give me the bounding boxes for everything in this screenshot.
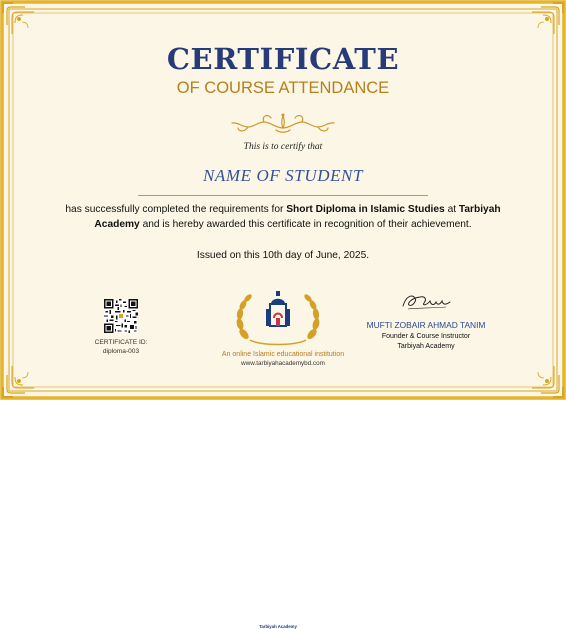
certificate-body-text: [44, 203, 522, 232]
body-middle: at: [444, 204, 459, 215]
student-name: NAME OF STUDENT: [202, 166, 364, 185]
signature-icon: [398, 290, 454, 314]
course-name: Short Diploma in Islamic Studies: [286, 204, 445, 215]
laurel-mosque-logo-icon: [230, 288, 326, 350]
corner-ornament-icon: [532, 366, 563, 397]
signatory-role: Founder & Course Instructor: [381, 333, 471, 340]
body-prefix: has successfully completed the requirements for: [65, 204, 287, 215]
qr-code-icon: [104, 299, 138, 333]
logo-caption: Tarbiyah Academy: [259, 624, 297, 629]
corner-ornament-icon: [3, 366, 34, 397]
body-suffix: and is hereby awarded this certificate in recognition of their achievement.: [139, 218, 472, 230]
certificate-title: CERTIFICATE: [166, 42, 400, 76]
academy-website: www.tarbiyahacademybd.com: [241, 360, 325, 367]
signatory-name: MUFTI ZOBAIR AHMAD TANIM: [366, 320, 486, 330]
flourish-ornament-icon: [226, 110, 340, 136]
certify-line: This is to certify that: [243, 142, 323, 152]
corner-ornament-icon: [3, 3, 34, 34]
academy-name: Tarbiyah Academy: [94, 204, 501, 230]
issue-date: Issued on this 10th day of June, 2025.: [196, 250, 370, 261]
signatory-organization: Tarbiyah Academy: [397, 343, 455, 350]
certificate-id-value: diploma-003: [102, 348, 140, 355]
name-underline: [138, 195, 428, 196]
certificate-id-label: CERTIFICATE ID:: [94, 339, 148, 346]
corner-ornament-icon: [532, 3, 563, 34]
certificate-subtitle: OF COURSE ATTENDANCE: [176, 79, 390, 97]
academy-tagline: An online Islamic educational institution: [221, 351, 345, 358]
